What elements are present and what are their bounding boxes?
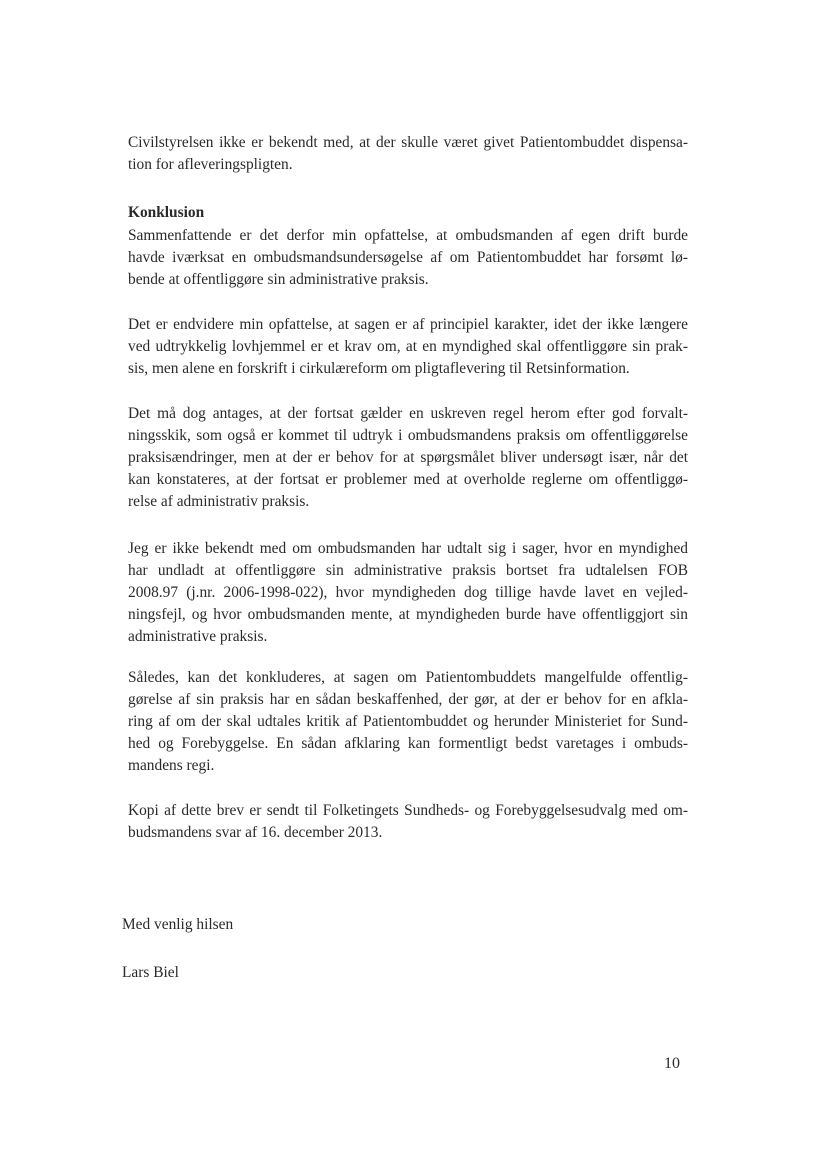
paragraph-principle xyxy=(128,314,688,380)
text-line: bende at offentliggøre sin administrative praksis. xyxy=(128,271,429,288)
text-line: har undladt at offentliggøre sin administrative praksis bortset fra udtalelsen FOB xyxy=(128,562,688,579)
paragraph-unwritten-rule xyxy=(128,403,688,513)
text-line: praksisændringer, men at der er behov for at spørgsmålet bliver undersøgt især, når det xyxy=(128,449,688,466)
text-line: hed og Forebyggelse. En sådan afklaring kan formentligt bedst varetages i ombuds- xyxy=(128,735,688,752)
paragraph-conclusion xyxy=(128,225,688,291)
text-line: sis, men alene en forskrift i cirkulæreform om pligtaflevering til Retsinformation. xyxy=(128,360,630,377)
text-line: Sammenfattende er det derfor min opfattelse, at ombudsmanden af egen drift burde xyxy=(128,227,688,244)
text-line: relse af administrativ praksis. xyxy=(128,493,310,510)
page-number: 10 xyxy=(664,1055,680,1072)
text-line: kan konstateres, at der fortsat er problemer med at overholde reglerne om offentliggø- xyxy=(128,471,688,488)
signature-name: Lars Biel xyxy=(122,964,179,981)
section-heading: Konklusion xyxy=(128,204,205,221)
text-line: ring af om der skal udtales kritik af Patientombuddet og herunder Ministeriet for Sund- xyxy=(128,713,688,730)
paragraph-copy-note xyxy=(128,800,688,844)
text-line: havde iværksat en ombudsmandsundersøgelse af om Patientombuddet har forsømt lø- xyxy=(128,249,688,266)
paragraph-ombudsman-cases xyxy=(128,538,688,648)
text-line: 2008.97 (j.nr. 2006-1998-022), hvor myndigheden dog tillige havde lavet en vejled- xyxy=(128,584,688,601)
text-line: Jeg er ikke bekendt med om ombudsmanden har udtalt sig i sager, hvor en myndighed xyxy=(128,540,688,557)
text-line: ningsfejl, og hvor ombudsmanden mente, at myndigheden burde have offentliggjort sin xyxy=(128,606,688,623)
text-line: Kopi af dette brev er sendt til Folketingets Sundheds- og Forebyggelsesudvalg med om- xyxy=(128,802,688,819)
text-line: administrative praksis. xyxy=(128,628,268,645)
text-line: ved udtrykkelig lovhjemmel er et krav om, at en myndighed skal offentliggøre sin prak- xyxy=(128,338,688,355)
closing-greeting: Med venlig hilsen xyxy=(122,916,234,933)
text-line: mandens regi. xyxy=(128,757,215,774)
text-line: budsmandens svar af 16. december 2013. xyxy=(128,824,383,841)
text-line: Således, kan det konkluderes, at sagen om Patientombuddets mangelfulde offentlig- xyxy=(128,669,688,686)
paragraph-intro xyxy=(128,132,688,176)
text-line: tion for afleveringspligten. xyxy=(128,156,293,173)
paragraph-conclusion-summary xyxy=(128,667,688,777)
text-line: Det må dog antages, at der fortsat gælder en uskreven regel herom efter god forvalt- xyxy=(128,405,688,422)
text-line: ningsskik, som også er kommet til udtryk i ombudsmandens praksis om offentliggørelse xyxy=(128,427,688,444)
text-line: gørelse af sin praksis har en sådan beskaffenhed, der gør, at der er behov for en afkla- xyxy=(128,691,688,708)
text-line: Civilstyrelsen ikke er bekendt med, at der skulle været givet Patientombuddet dispensa- xyxy=(128,134,688,151)
text-line: Det er endvidere min opfattelse, at sagen er af principiel karakter, idet der ikke længere xyxy=(128,316,688,333)
